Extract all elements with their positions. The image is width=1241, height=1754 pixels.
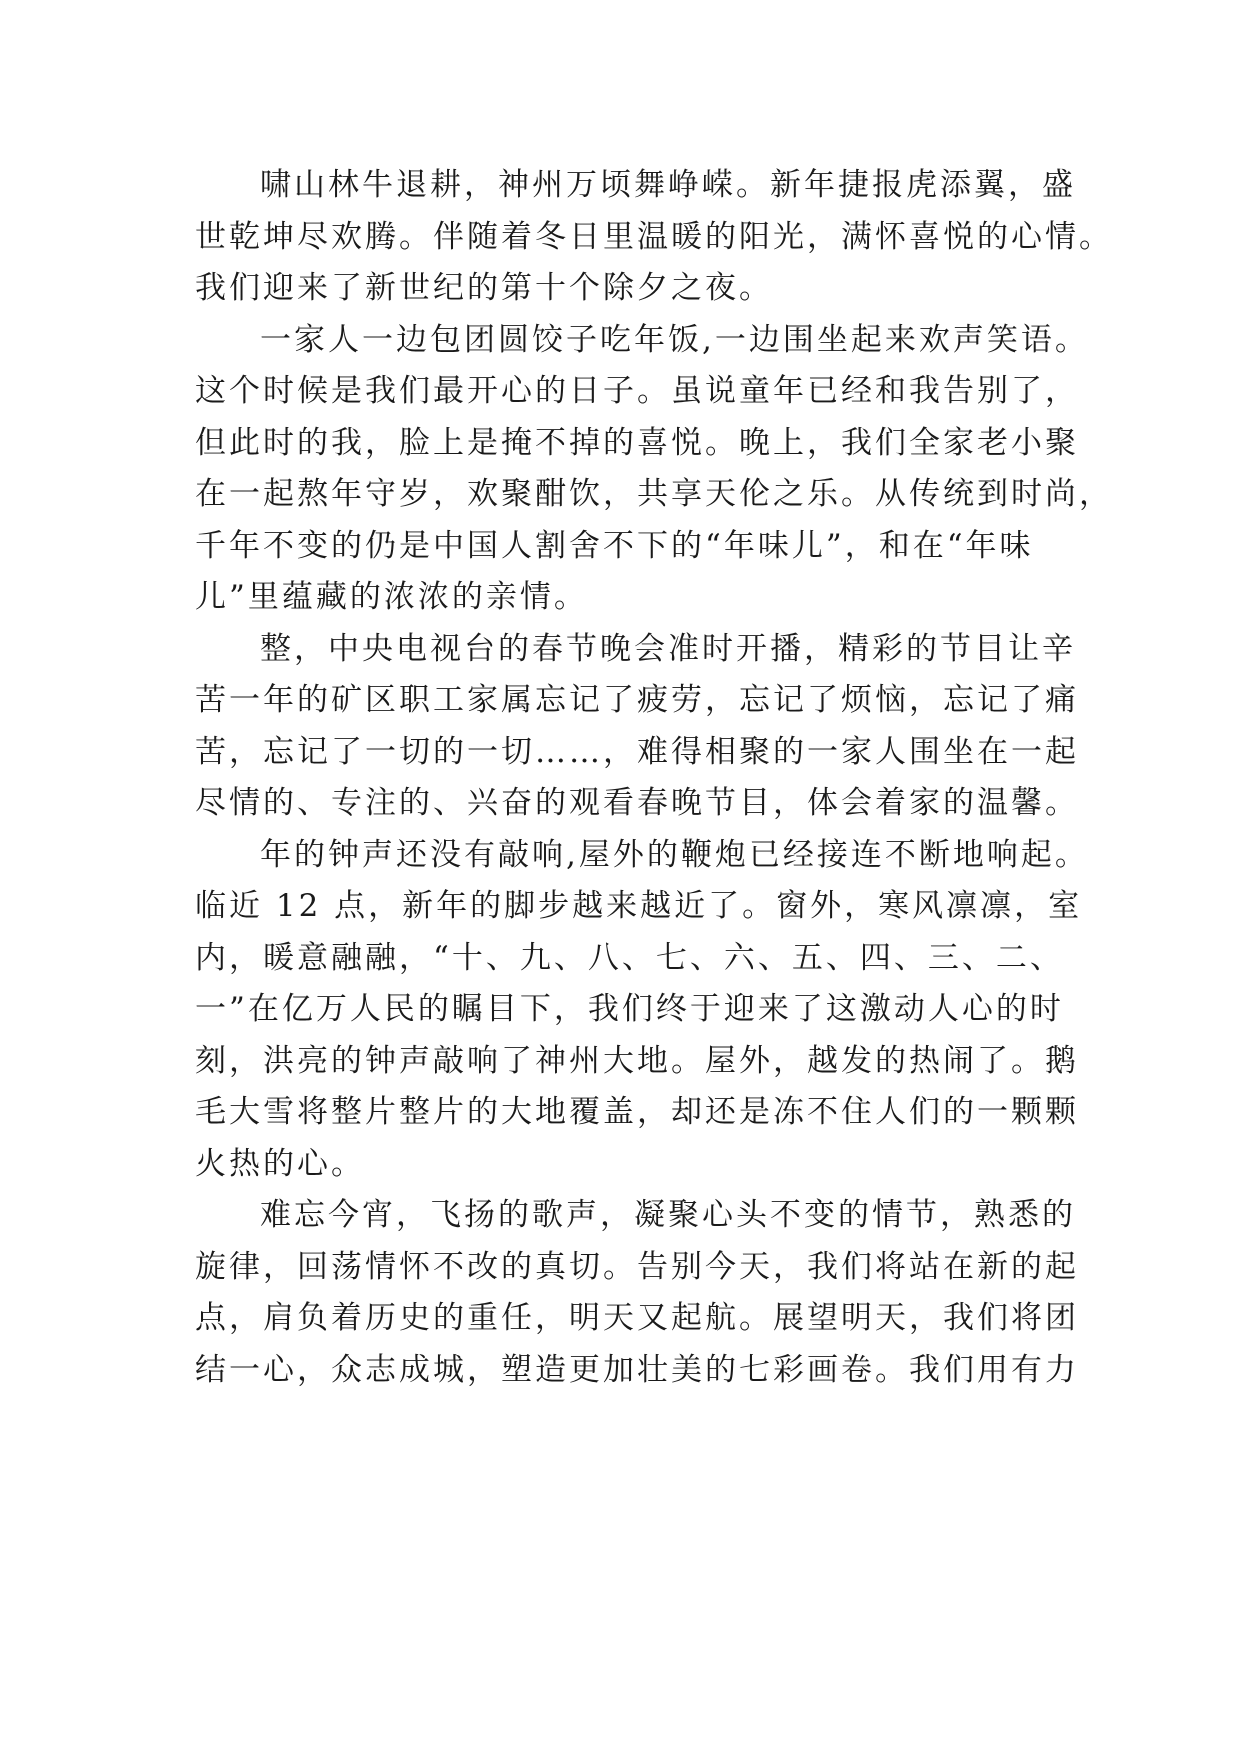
paragraph (195, 830, 1089, 1191)
paragraph (195, 160, 1113, 315)
text-line: 点，肩负着历史的重任，明天又起航。展望明天，我们将团 (195, 1300, 1079, 1336)
text-line: 苦一年的矿区职工家属忘记了疲劳，忘记了烦恼，忘记了痛 (195, 682, 1079, 718)
paragraph (195, 315, 1113, 624)
text-line: 内，暖意融融，“十、九、八、七、六、五、四、三、二、 (195, 939, 1064, 976)
text-line: 火热的心。 (195, 1145, 365, 1182)
paragraph (195, 1190, 1079, 1396)
text-line: 临近 12 点，新年的脚步越来越近了。窗外，寒风凛凛，室 (195, 888, 1083, 924)
text-line: 儿”里蕴藏的浓浓的亲情。 (195, 579, 588, 615)
text-line: 但此时的我，脸上是掩不掉的喜悦。晚上，我们全家老小聚 (195, 424, 1079, 461)
paragraph (195, 624, 1079, 830)
text-line: 整，中央电视台的春节晚会准时开播，精彩的节目让辛 (260, 630, 1076, 667)
text-line: 世乾坤尽欢腾。伴随着冬日里温暖的阳光，满怀喜悦的心情。 (195, 218, 1113, 255)
text-line: 结一心，众志成城，塑造更加壮美的七彩画卷。我们用有力 (195, 1351, 1079, 1388)
document-body (195, 160, 1113, 1396)
text-line: 难忘今宵，飞扬的歌声，凝聚心头不变的情节，熟悉的 (260, 1197, 1076, 1233)
text-line: 刻，洪亮的钟声敲响了神州大地。屋外，越发的热闹了。鹅 (195, 1042, 1079, 1079)
text-line: 尽情的、专注的、兴奋的观看春晚节目，体会着家的温馨。 (195, 785, 1079, 821)
text-line: 啸山林牛退耕，神州万顷舞峥嵘。新年捷报虎添翼，盛 (260, 167, 1076, 203)
text-line: 苦，忘记了一切的一切……，难得相聚的一家人围坐在一起 (195, 733, 1079, 770)
text-line: 旋律，回荡情怀不改的真切。告别今天，我们将站在新的起 (195, 1248, 1079, 1285)
text-line: 毛大雪将整片整片的大地覆盖，却还是冻不住人们的一颗颗 (195, 1094, 1079, 1130)
text-line: 在一起熬年守岁，欢聚酣饮，共享天伦之乐。从传统到时尚， (195, 476, 1113, 512)
text-line: 年的钟声还没有敲响,屋外的鞭炮已经接连不断地响起。 (260, 836, 1089, 873)
text-line: 一”在亿万人民的瞩目下，我们终于迎来了这激动人心的时 (195, 991, 1064, 1027)
text-line: 千年不变的仍是中国人割舍不下的“年味儿”，和在“年味 (195, 527, 1034, 564)
text-line: 一家人一边包团圆饺子吃年饭,一边围坐起来欢声笑语。 (260, 321, 1089, 358)
text-line: 我们迎来了新世纪的第十个除夕之夜。 (195, 270, 773, 306)
text-line: 这个时候是我们最开心的日子。虽说童年已经和我告别了， (195, 373, 1079, 409)
